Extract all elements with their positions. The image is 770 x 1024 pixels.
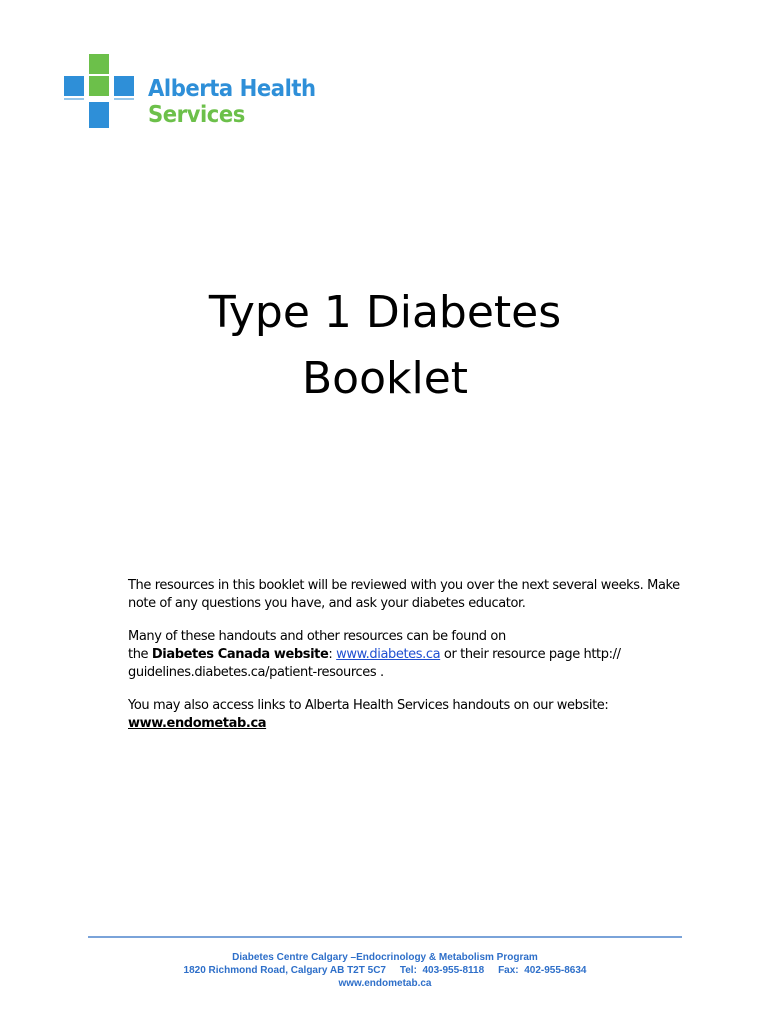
footer-program: Diabetes Centre Calgary –Endocrinology & Metabolism Program	[232, 952, 538, 963]
endometab-link[interactable]: www.endometab.ca	[128, 716, 267, 731]
resources-paragraph	[128, 628, 708, 682]
resources-the: the	[128, 647, 149, 662]
resources-lead: Many of these handouts and other resources can be found on	[128, 629, 506, 644]
resources-middle: or their resource page http://	[443, 647, 621, 662]
intro-paragraph: The resources in this booklet will be reviewed with you over the next several weeks. Make note of any questions you have, and ask your diabetes educator.	[128, 578, 680, 611]
access-text: You may also access links to Alberta Health Services handouts on our website:	[128, 698, 609, 713]
ahs-wordmark	[148, 76, 316, 128]
logo-line-services: Services	[148, 102, 245, 128]
resources-colon: :	[328, 647, 333, 662]
resources-page-link[interactable]: guidelines.diabetes.ca/patient-resources .	[128, 665, 384, 680]
ahs-logo	[64, 54, 314, 134]
footer-address: 1820 Richmond Road, Calgary AB T2T 5C7 Tel: 403-955-8118 Fax: 402-955-8634	[183, 965, 587, 976]
title-line-2: Booklet	[301, 353, 469, 404]
diabetes-canada-name: Diabetes Canada website	[151, 647, 329, 662]
diabetes-canada-link[interactable]: www.diabetes.ca	[336, 647, 441, 662]
booklet-title	[0, 280, 770, 412]
footer-divider	[88, 936, 682, 938]
access-paragraph	[128, 697, 708, 733]
title-line-1: Type 1 Diabetes	[208, 287, 562, 338]
booklet-body	[128, 577, 708, 748]
footer-website[interactable]: www.endometab.ca	[338, 978, 432, 989]
logo-line-alberta-health: Alberta Health	[148, 76, 316, 102]
ahs-cross-icon	[64, 54, 134, 130]
page-footer	[0, 951, 770, 990]
